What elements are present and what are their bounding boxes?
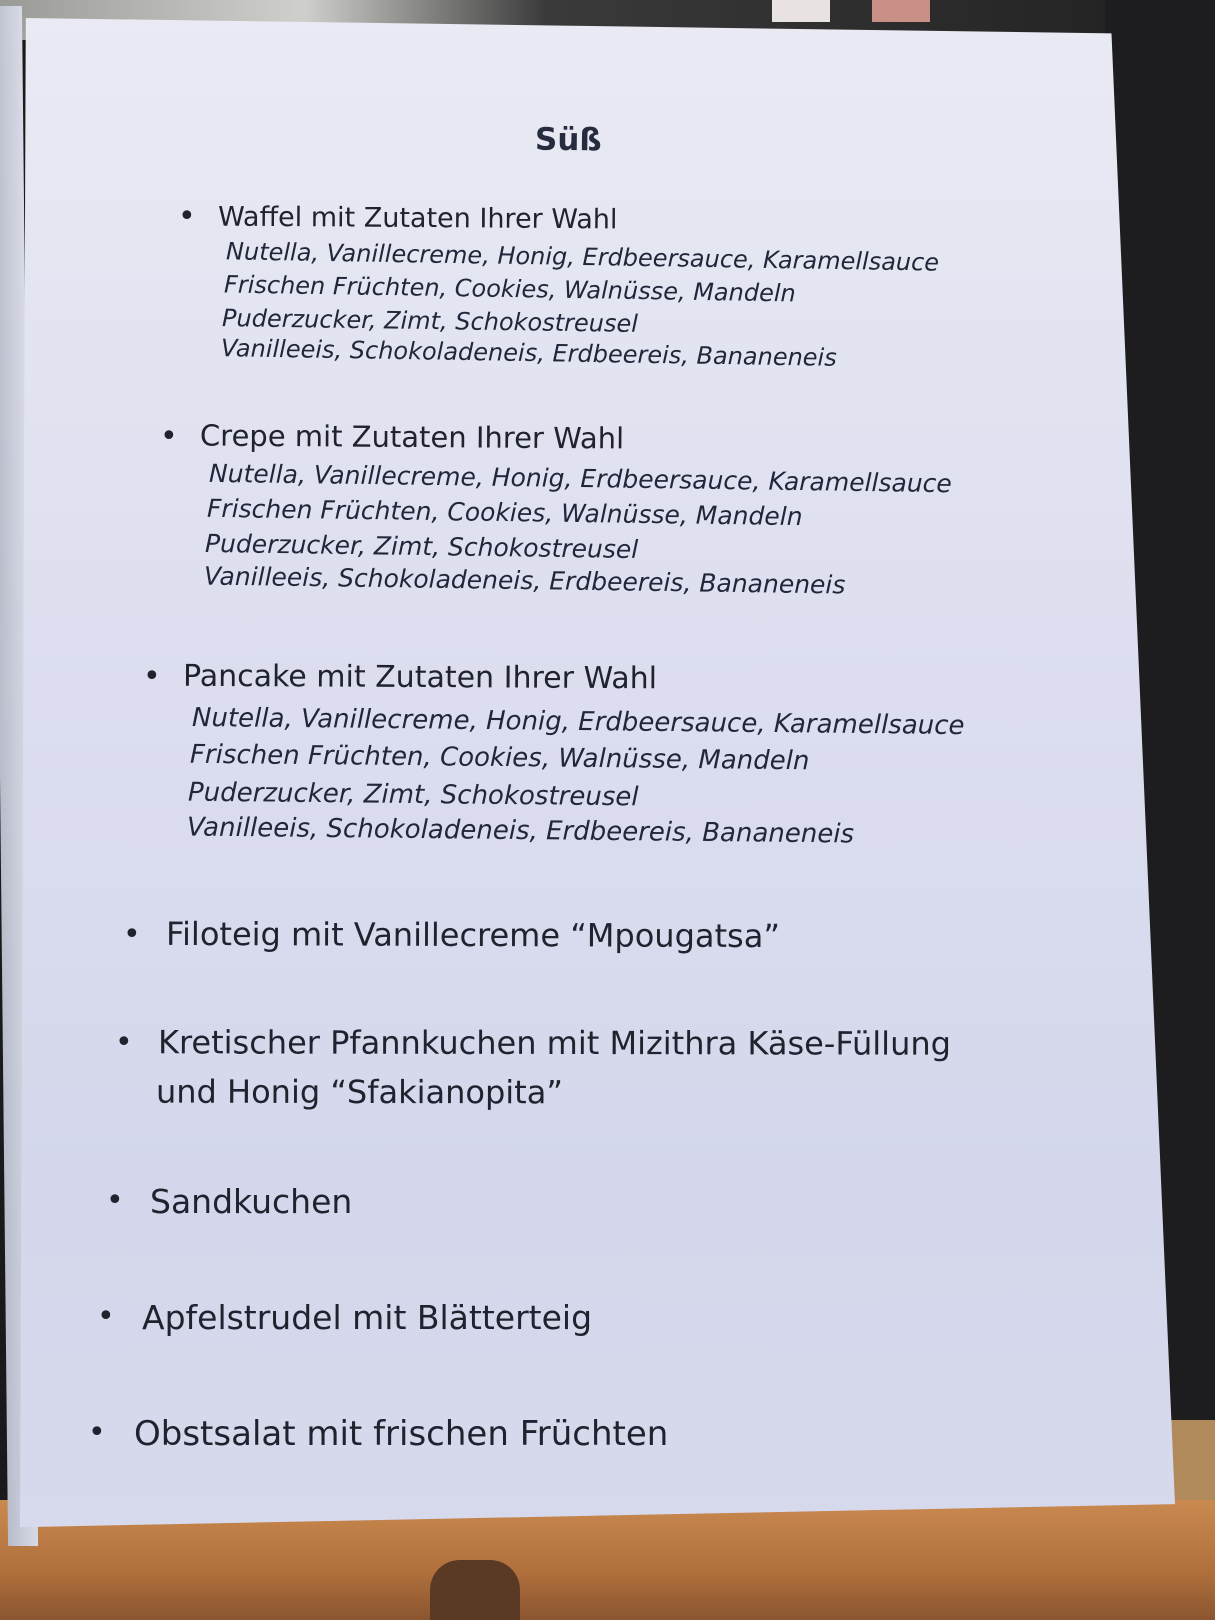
- menu-item-title: Obstsalat mit frischen Früchten: [134, 1414, 669, 1454]
- bullet-icon: •: [97, 1299, 115, 1334]
- menu-item-title: Crepe mit Zutaten Ihrer Wahl: [199, 418, 625, 456]
- bullet-icon: •: [88, 1415, 106, 1450]
- menu-item-detail: Puderzucker, Zimt, Schokostreusel: [187, 777, 639, 813]
- menu-item-title: Kretischer Pfannkuchen mit Mizithra Käse-Füllung: [157, 1023, 952, 1063]
- menu-item-detail: Nutella, Vanillecreme, Honig, Erdbeersauce, Karamellsauce: [208, 458, 952, 499]
- menu-item-detail: Nutella, Vanillecreme, Honig, Erdbeersauce, Karamellsauce: [225, 237, 940, 277]
- section-heading: Süß: [534, 121, 602, 159]
- menu-item-title: Filoteig mit Vanillecreme “Mpougatsa”: [165, 914, 781, 956]
- bullet-icon: •: [160, 419, 178, 454]
- menu-item-detail: Puderzucker, Zimt, Schokostreusel: [221, 304, 639, 338]
- menu-item-detail: Vanilleeis, Schokoladeneis, Erdbeereis, Bananeneis: [203, 561, 846, 600]
- menu-item-title: Apfelstrudel mit Blätterteig: [142, 1298, 593, 1337]
- menu-item-detail: Vanilleeis, Schokoladeneis, Erdbeereis, Bananeneis: [220, 334, 837, 372]
- bullet-icon: •: [143, 659, 161, 694]
- bullet-icon: •: [106, 1183, 124, 1218]
- menu-item-title: Waffel mit Zutaten Ihrer Wahl: [217, 201, 618, 236]
- menu-item-detail: Frischen Früchten, Cookies, Walnüsse, Mandeln: [206, 493, 803, 532]
- menu-item-detail: Vanilleeis, Schokoladeneis, Erdbeereis, Bananeneis: [186, 812, 855, 850]
- menu-item-detail: Frischen Früchten, Cookies, Walnüsse, Mandeln: [189, 739, 810, 777]
- menu-item-detail: Puderzucker, Zimt, Schokostreusel: [204, 528, 639, 565]
- menu-item-detail: Nutella, Vanillecreme, Honig, Erdbeersauce, Karamellsauce: [191, 702, 965, 742]
- menu-item-title: Sandkuchen: [150, 1182, 353, 1221]
- menu-item-title-line2: und Honig “Sfakianopita”: [155, 1072, 563, 1112]
- bullet-icon: •: [115, 1025, 133, 1060]
- menu-item-title: Pancake mit Zutaten Ihrer Wahl: [182, 658, 658, 697]
- bullet-icon: •: [123, 917, 141, 952]
- menu-item-detail: Frischen Früchten, Cookies, Walnüsse, Mandeln: [223, 270, 796, 308]
- bullet-icon: •: [178, 199, 196, 234]
